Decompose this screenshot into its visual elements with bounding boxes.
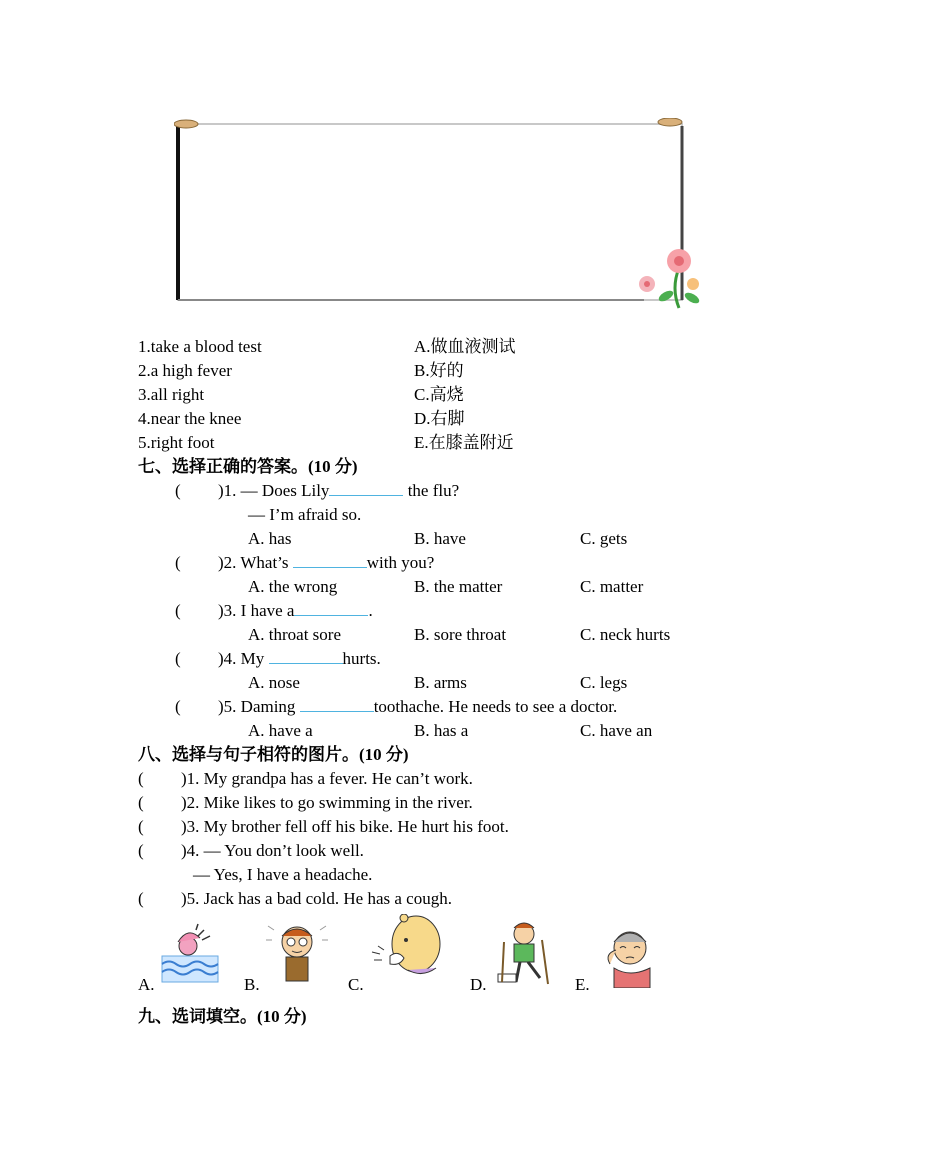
q3-stem-text: )3. I have a [218, 601, 295, 620]
s8-item4-line2: — Yes, I have a headache. [193, 865, 373, 884]
q4-stem [218, 649, 381, 669]
q3-paren: ( [175, 601, 181, 620]
decorative-frame [174, 118, 686, 304]
q4-stem-tail: hurts. [342, 649, 381, 668]
headache-woman-picture [598, 924, 660, 988]
fever-grandpa-picture [264, 920, 330, 986]
q1-paren: ( [175, 481, 181, 500]
section8-heading: 八、选择与句子相符的图片。(10 分) [138, 745, 409, 764]
s8-item5-paren: ( [138, 889, 144, 908]
q2-stem [218, 553, 434, 573]
q3-option-c: C. neck hurts [580, 625, 671, 644]
hurt-foot-boy-picture [492, 920, 560, 988]
coughing-boy-picture [370, 914, 444, 978]
q2-blank [293, 553, 367, 568]
swimming-boy-picture [158, 922, 220, 986]
q3-option-a: A. throat sore [248, 625, 342, 644]
section9-heading: 九、选词填空。(10 分) [138, 1007, 307, 1026]
picture-label-a: A. [138, 975, 155, 994]
q3-stem-tail: . [368, 601, 373, 620]
match-left-4: 4.near the knee [138, 409, 242, 428]
q3-blank [294, 601, 368, 616]
match-right-d: D.右脚 [414, 409, 465, 428]
match-left-3: 3.all right [138, 385, 205, 404]
q1-stem [218, 481, 459, 501]
s8-item4: )4. — You don’t look well. [181, 841, 364, 860]
q2-stem-tail: with you? [366, 553, 435, 572]
match-left-1: 1.take a blood test [138, 337, 262, 356]
q5-paren: ( [175, 697, 181, 716]
s8-item2: )2. Mike likes to go swimming in the river. [181, 793, 473, 812]
picture-label-c: C. [348, 975, 364, 994]
s8-item3: )3. My brother fell off his bike. He hurt his foot. [181, 817, 509, 836]
q4-stem-text: )4. My [218, 649, 269, 668]
q2-option-a: A. the wrong [248, 577, 338, 596]
q2-option-b: B. the matter [414, 577, 503, 596]
q1-stem-text: )1. — Does Lily [218, 481, 330, 500]
s8-item1: )1. My grandpa has a fever. He can’t work. [181, 769, 473, 788]
match-right-b: B.好的 [414, 361, 464, 380]
q1-option-a: A. has [248, 529, 292, 548]
match-right-a: A.做血液测试 [414, 337, 516, 356]
q5-blank [300, 697, 374, 712]
q4-option-c: C. legs [580, 673, 628, 692]
q4-blank [269, 649, 343, 664]
q4-option-b: B. arms [414, 673, 467, 692]
q2-option-c: C. matter [580, 577, 644, 596]
q1-blank [329, 481, 403, 496]
s8-item5: )5. Jack has a bad cold. He has a cough. [181, 889, 452, 908]
s8-item2-paren: ( [138, 793, 144, 812]
q1-option-c: C. gets [580, 529, 628, 548]
match-left-2: 2.a high fever [138, 361, 232, 380]
frame-graphic [174, 118, 714, 318]
q5-option-c: C. have an [580, 721, 653, 740]
match-right-e: E.在膝盖附近 [414, 433, 514, 452]
q1-line2: — I’m afraid so. [248, 505, 362, 524]
q5-stem-text: )5. Daming [218, 697, 300, 716]
picture-label-b: B. [244, 975, 260, 994]
s8-item3-paren: ( [138, 817, 144, 836]
q1-option-b: B. have [414, 529, 466, 548]
picture-label-e: E. [575, 975, 590, 994]
section7-heading: 七、选择正确的答案。(10 分) [138, 457, 358, 476]
q5-stem [218, 697, 617, 717]
q5-option-b: B. has a [414, 721, 469, 740]
q4-option-a: A. nose [248, 673, 300, 692]
q5-option-a: A. have a [248, 721, 313, 740]
q1-stem-tail: the flu? [403, 481, 460, 500]
q4-paren: ( [175, 649, 181, 668]
q2-stem-text: )2. What’s [218, 553, 293, 572]
s8-item1-paren: ( [138, 769, 144, 788]
q2-paren: ( [175, 553, 181, 572]
q5-stem-tail: toothache. He needs to see a doctor. [373, 697, 618, 716]
s8-item4-paren: ( [138, 841, 144, 860]
match-right-c: C.高烧 [414, 385, 464, 404]
match-left-5: 5.right foot [138, 433, 215, 452]
q3-stem [218, 601, 373, 621]
picture-label-d: D. [470, 975, 487, 994]
q3-option-b: B. sore throat [414, 625, 507, 644]
